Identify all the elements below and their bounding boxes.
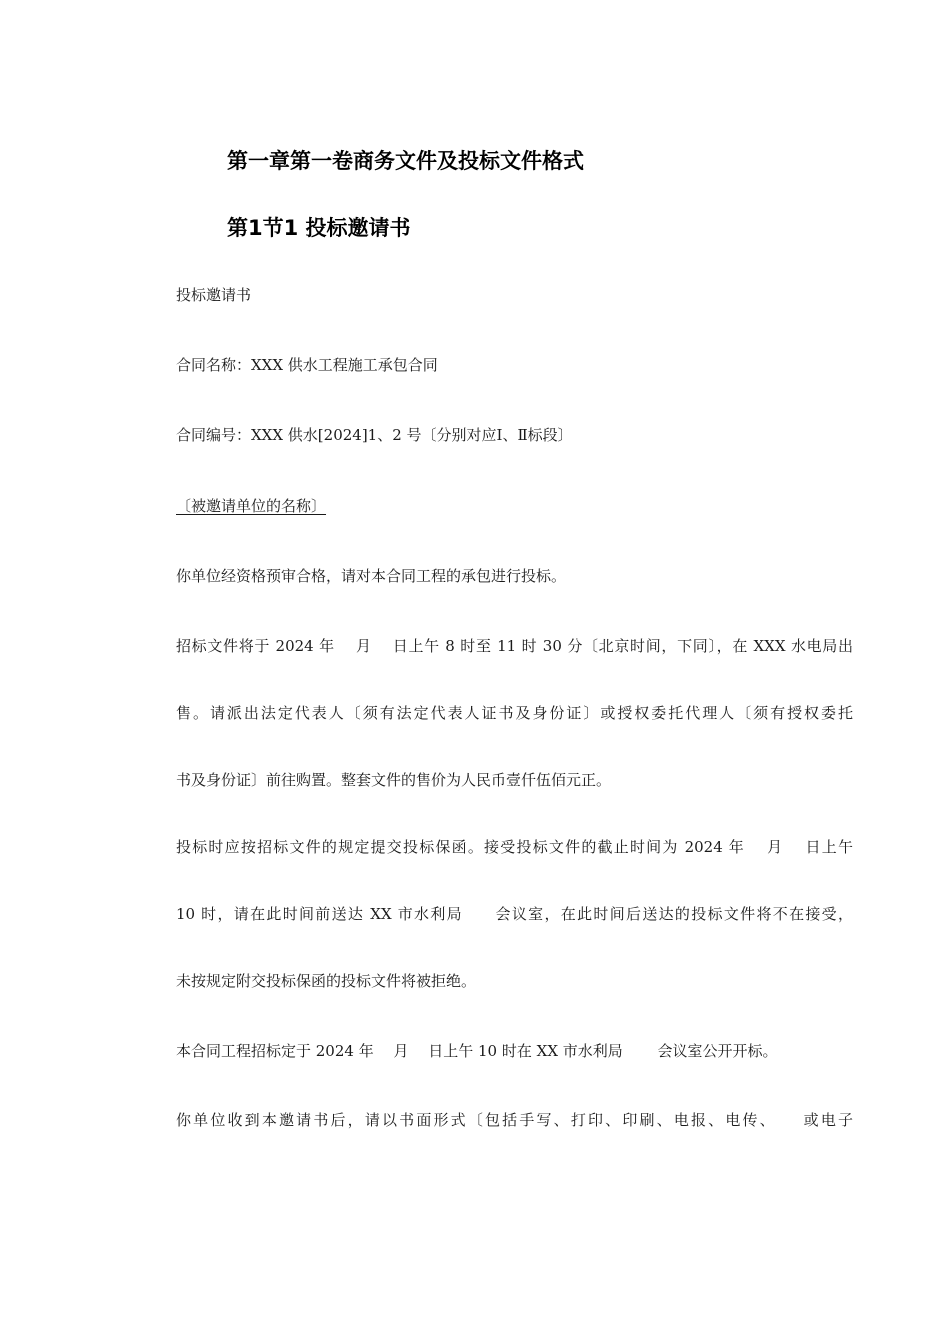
paragraph-line: 你单位经资格预审合格，请对本合同工程的承包进行投标。 <box>176 567 567 585</box>
contract-name-line: 合同名称：XXX 供水工程施工承包合同 <box>176 356 438 374</box>
paragraph-line: 本合同工程招标定于 2024 年 月 日上午 10 时在 XX 市水利局 会议室公开开标。 <box>176 1042 778 1060</box>
chapter-title: 第一章第一卷商务文件及投标文件格式 <box>227 149 584 173</box>
paragraph-line: 10 时，请在此时间前送达 XX 市水利局 会议室，在此时间后送达的投标文件将不在接受， <box>176 905 853 923</box>
paragraph-line: 招标文件将于 2024 年 月 日上午 8 时至 11 时 30 分〔北京时间，下同〕，在 XXX 水电局出 <box>176 637 853 655</box>
doc-title-line: 投标邀请书 <box>176 286 252 304</box>
paragraph-line: 书及身份证〕前往购置。整套文件的售价为人民币壹仟伍佰元正。 <box>176 771 612 789</box>
section-title: 第1节1 投标邀请书 <box>227 216 411 240</box>
paragraph-line: 未按规定附交投标保函的投标文件将被拒绝。 <box>176 972 477 990</box>
paragraph-line: 售。请派出法定代表人〔须有法定代表人证书及身份证〕或授权委托代理人〔须有授权委托 <box>176 704 853 722</box>
paragraph-line: 你单位收到本邀请书后，请以书面形式〔包括手写、打印、印刷、电报、电传、 或电子 <box>176 1111 853 1129</box>
invitee-name-line: 〔被邀请单位的名称〕 <box>176 497 327 515</box>
paragraph-line: 投标时应按招标文件的规定提交投标保函。接受投标文件的截止时间为 2024 年 月 日上午 <box>176 838 853 856</box>
contract-number-line: 合同编号：XXX 供水[2024]1、2 号〔分别对应Ⅰ、Ⅱ标段〕 <box>176 426 573 444</box>
